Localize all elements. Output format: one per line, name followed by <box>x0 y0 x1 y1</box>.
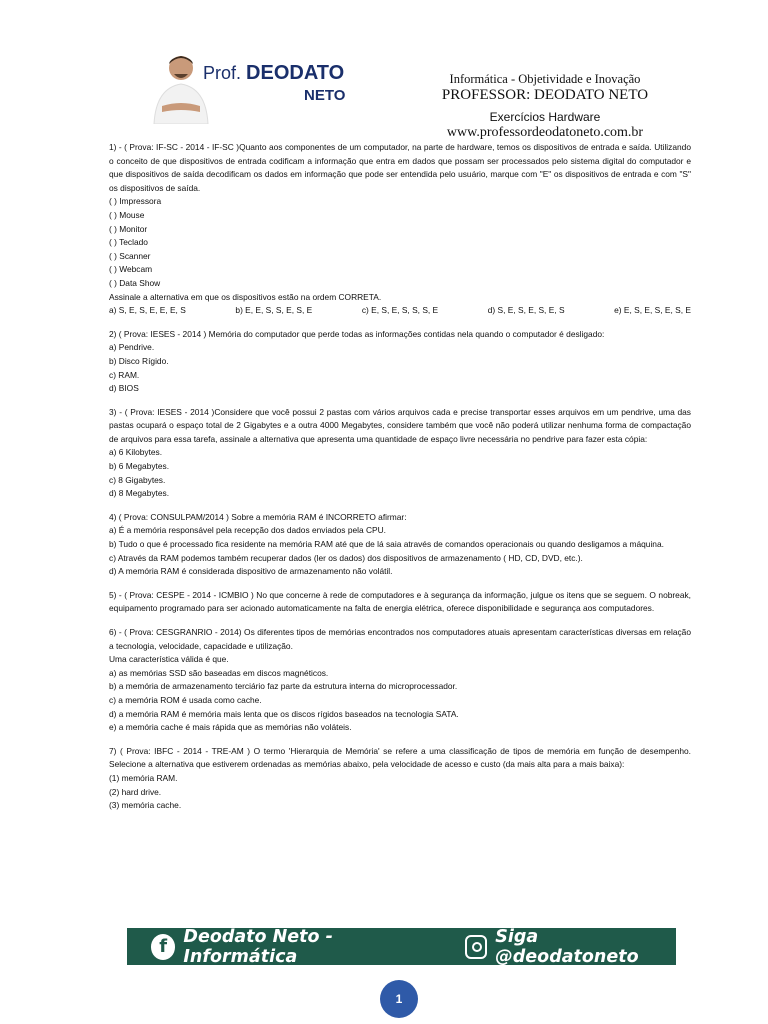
q1-item: ( ) Impressora <box>109 196 162 207</box>
page-header <box>0 0 768 140</box>
q1-option-d: d) S, E, S, E, S, E, S <box>487 305 565 316</box>
q6-option-a: a) as memórias SSD são baseadas em discos magnéticos. <box>109 667 329 678</box>
q4-option-d: d) A memória RAM é considerada dispositivo de armazenamento não volátil. <box>109 566 393 577</box>
q4-option-b: b) Tudo o que é processado fica residente na memória RAM até que de lá saia através de comandos operacionais ou quando desligamos a máquina. <box>109 539 664 550</box>
question-1: 1) - ( Prova: IF-SC - 2014 - IF-SC )Quanto aos componentes de um computador, na parte de hardware, temos os dispositivos de entrada e saída. Utilizando o conceito de que dispositivos de entrada codificam a informação que entra em dados que possam ser processados pelo sistema digital do computador e que dispositivos de saída decodificam os dados em informação que pode ser entendida pelo usuário, marque com "E" os dispositivos de entrada e com "S" os dispositivos de saída. <box>109 142 691 193</box>
question-2: 2) ( Prova: IESES - 2014 ) Memória do computador que perde todas as informações contidas nela quando o computador é desligado: <box>109 328 605 339</box>
q1-option-e: e) E, S, E, S, E, S, E <box>614 305 691 316</box>
q7-item-3: (3) memória cache. <box>109 800 182 811</box>
q3-option-c: c) 8 Gigabytes. <box>109 474 166 485</box>
q3-option-a: a) 6 Kilobytes. <box>109 447 163 458</box>
q4-option-c: c) Através da RAM podemos também recuperar dados (ler os dados) dos dispositivos de armazenamento ( HD, CD, DVD, etc.). <box>109 552 583 563</box>
question-4: 4) ( Prova: CONSULPAM/2014 ) Sobre a memória RAM é INCORRETO afirmar: <box>109 511 407 522</box>
facebook-icon[interactable]: f <box>151 934 175 960</box>
q1-item: ( ) Monitor <box>109 223 148 234</box>
q7-item-2: (2) hard drive. <box>109 786 162 797</box>
q4-option-a: a) É a memória responsável pela recepção dos dados enviados pela CPU. <box>109 525 386 536</box>
exercise-title: Exercícios Hardware <box>489 110 601 124</box>
facebook-link[interactable]: Deodato Neto - Informática <box>183 926 333 967</box>
logo-neto-text: NETO <box>304 87 346 104</box>
instagram-link[interactable]: Siga @deodatoneto <box>495 926 639 967</box>
q3-option-b: b) 6 Megabytes. <box>109 461 170 472</box>
page-number-badge: 1 <box>380 980 418 1018</box>
q3-option-d: d) 8 Megabytes. <box>109 488 170 499</box>
q7-item-1: (1) memória RAM. <box>109 772 178 783</box>
q1-option-a: a) S, E, S, E, E, E, S <box>109 305 186 316</box>
q1-item: ( ) Teclado <box>109 237 148 248</box>
instagram-icon[interactable] <box>465 935 488 959</box>
q6-option-c: c) a memória ROM é usada como cache. <box>109 694 262 705</box>
q6-option-b: b) a memória de armazenamento terciário faz parte da estrutura interna do microprocessador. <box>109 681 458 692</box>
q2-option-c: c) RAM. <box>109 369 140 380</box>
q2-option-a: a) Pendrive. <box>109 342 155 353</box>
q2-option-d: d) BIOS <box>109 383 139 394</box>
q1-option-b: b) E, E, S, S, E, S, E <box>235 305 313 316</box>
question-7: 7) ( Prova: IBFC - 2014 - TRE-AM ) O termo 'Hierarquia de Memória' se refere a uma classificação de tipos de memória em função de desempenho. Selecione a alternativa que estiverem ordenadas as memórias abaixo, pela velocidade de acesso e custo (da mais alta para a mais baixa): <box>109 745 691 770</box>
q1-item: ( ) Mouse <box>109 209 145 220</box>
q6-option-d: d) a memória RAM é memória mais lenta que os discos rígidos baseados na tecnologia SATA. <box>109 708 459 719</box>
question-5: 5) - ( Prova: CESPE - 2014 - ICMBIO ) No que concerne à rede de computadores e à segurança da informação, julgue os itens que se seguem. O nobreak, equipamento programado para ser acionado automaticamente na falta de energia elétrica, oferece disponibilidade e segurança aos computadores. <box>109 589 691 614</box>
q1-item: ( ) Webcam <box>109 264 153 275</box>
social-banner <box>127 928 676 965</box>
header-subtitle: Informática - Objetividade e Inovação <box>449 72 641 86</box>
q1-item: ( ) Data Show <box>109 277 161 288</box>
q2-option-b: b) Disco Rígido. <box>109 355 169 366</box>
q6-option-e: e) a memória cache é mais rápida que as memórias não voláteis. <box>109 722 352 733</box>
question-3: 3) - ( Prova: IESES - 2014 )Considere que você possui 2 pastas com vários arquivos cada e precise transportar esses arquivos em um pendrive, uma das pastas ocupará o espaço total de 2 Gigabytes e a outra 4000 Megabytes, considere também que você não poderá utilizar nenhuma forma de compactação de arquivos para essa tarefa, assinale a alternativa que apresenta uma quantidade de espaço livre necessária no pendrive para fazer esta cópia: <box>109 406 691 444</box>
q6-instruction: Uma característica válida é que. <box>109 654 229 665</box>
website-link[interactable]: www.professordeodatoneto.com.br <box>446 125 644 140</box>
q1-option-c: c) E, S, E, S, S, S, E <box>361 305 439 316</box>
logo-name-text: DEODATO <box>246 62 345 84</box>
exercise-content <box>109 141 691 813</box>
question-6: 6) - ( Prova: CESGRANRIO - 2014) Os diferentes tipos de memórias encontrados nos computadores atuais apresentam características diversas em relação a tecnologia, velocidade, capacidade e utilização. <box>109 627 691 651</box>
q1-item: ( ) Scanner <box>109 250 151 261</box>
header-professor: PROFESSOR: DEODATO NETO <box>441 87 649 103</box>
logo-title <box>203 62 344 85</box>
q1-instruction: Assinale a alternativa em que os dispositivos estão na ordem CORRETA. <box>109 291 382 302</box>
q1-options <box>109 304 691 318</box>
logo-prof-text: Prof. <box>203 63 242 83</box>
